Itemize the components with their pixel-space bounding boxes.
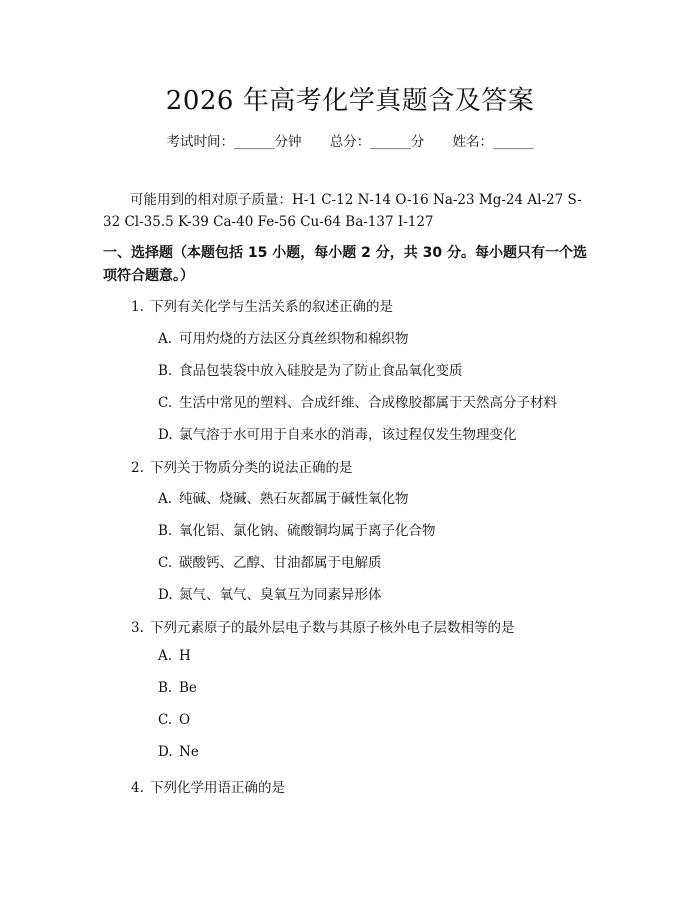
exam-score: 总分：______分 xyxy=(329,134,425,150)
option-3b xyxy=(158,680,197,696)
option-text: Be xyxy=(179,680,197,696)
option-letter: A. xyxy=(158,491,173,507)
option-text: 氧化铝、氯化钠、硫酸铜均属于离子化合物 xyxy=(179,523,436,539)
page-title: 2026 年高考化学真题含及答案 xyxy=(165,86,535,116)
question-number: 3. xyxy=(131,620,144,636)
option-letter: B. xyxy=(158,363,173,379)
question-number: 4. xyxy=(131,780,144,796)
option-text: 生活中常见的塑料、合成纤维、合成橡胶都属于天然高分子材料 xyxy=(179,395,557,411)
question-number: 2. xyxy=(131,460,144,476)
option-1a xyxy=(158,327,409,347)
option-text: H xyxy=(179,648,191,664)
option-letter: D. xyxy=(158,744,173,760)
option-letter: B. xyxy=(158,523,173,539)
question-2 xyxy=(131,456,353,476)
option-letter: C. xyxy=(158,555,173,571)
exam-time: 考试时间：______分钟 xyxy=(166,134,302,150)
option-1d xyxy=(158,423,517,443)
option-text: 氮气、氧气、臭氧互为同素异形体 xyxy=(179,587,382,603)
option-letter: B. xyxy=(158,680,173,696)
option-letter: A. xyxy=(158,648,173,664)
option-2b xyxy=(158,519,436,539)
option-text: 碳酸钙、乙醇、甘油都属于电解质 xyxy=(179,555,382,571)
question-text: 下列化学用语正确的是 xyxy=(150,780,285,796)
section-heading: 一、选择题（本题包括 15 小题，每小题 2 分，共 30 分。每小题只有一个选项符合题意。） xyxy=(103,245,587,284)
atomic-mass-note: 可能用到的相对原子质量：H-1 C-12 N-14 O-16 Na-23 Mg-24 Al-27 S-32 Cl-35.5 K-39 Ca-40 Fe-56 Cu-64 Ba-137 I-127 xyxy=(103,192,582,230)
option-text: 食品包装袋中放入硅胶是为了防止食品氧化变质 xyxy=(179,363,463,379)
option-letter: A. xyxy=(158,331,173,347)
option-1c xyxy=(158,391,557,411)
question-text: 下列有关化学与生活关系的叙述正确的是 xyxy=(150,299,393,315)
question-4 xyxy=(131,776,285,796)
question-text: 下列元素原子的最外层电子数与其原子核外电子层数相等的是 xyxy=(150,620,515,636)
option-letter: C. xyxy=(158,395,173,411)
option-2d xyxy=(158,583,382,603)
option-1b xyxy=(158,359,463,379)
option-3a xyxy=(158,648,191,664)
option-text: 纯碱、烧碱、熟石灰都属于碱性氧化物 xyxy=(179,491,409,507)
option-3d xyxy=(158,744,199,760)
question-3 xyxy=(131,616,515,636)
option-text: 氯气溶于水可用于自来水的消毒，该过程仅发生物理变化 xyxy=(179,427,517,443)
question-number: 1. xyxy=(131,299,144,315)
option-letter: C. xyxy=(158,712,173,728)
option-letter: D. xyxy=(158,587,173,603)
option-letter: D. xyxy=(158,427,173,443)
student-name: 姓名：______ xyxy=(452,134,534,150)
exam-meta xyxy=(0,130,700,150)
question-text: 下列关于物质分类的说法正确的是 xyxy=(150,460,353,476)
option-text: Ne xyxy=(179,744,199,760)
option-text: O xyxy=(179,712,191,728)
question-1 xyxy=(131,295,393,315)
option-2c xyxy=(158,551,382,571)
option-3c xyxy=(158,712,190,728)
option-text: 可用灼烧的方法区分真丝织物和棉织物 xyxy=(179,331,409,347)
option-2a xyxy=(158,487,409,507)
